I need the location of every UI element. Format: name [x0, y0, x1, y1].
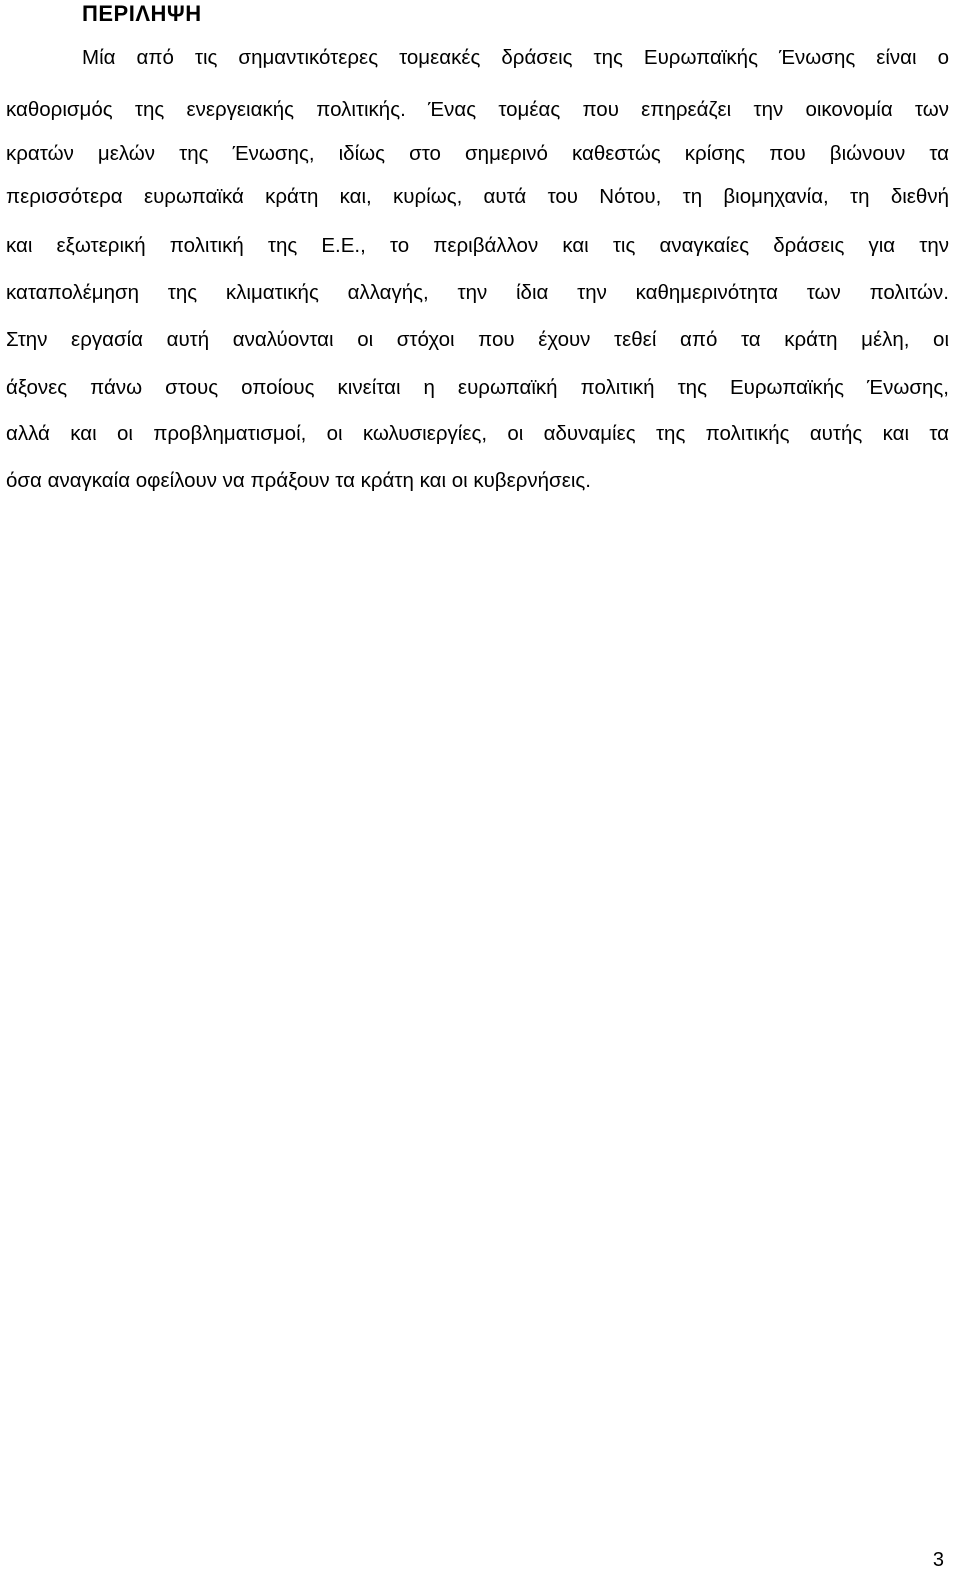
paragraph-line: και εξωτερική πολιτική της Ε.Ε., το περιβάλλον και τις αναγκαίες δράσεις για την	[6, 234, 949, 257]
paragraph-line: περισσότερα ευρωπαϊκά κράτη και, κυρίως, αυτά του Νότου, τη βιομηχανία, τη διεθνή	[6, 185, 949, 208]
paragraph-line: άξονες πάνω στους οποίους κινείται η ευρωπαϊκή πολιτική της Ευρωπαϊκής Ένωσης,	[6, 376, 949, 399]
paragraph-line: καταπολέμηση της κλιματικής αλλαγής, την ίδια την καθημερινότητα των πολιτών.	[6, 281, 949, 304]
paragraph-line: καθορισμός της ενεργειακής πολιτικής. Ένας τομέας που επηρεάζει την οικονομία των	[6, 98, 949, 121]
abstract-heading: ΠΕΡΙΛΗΨΗ	[82, 1, 202, 26]
page-number: 3	[932, 1549, 944, 1571]
paragraph-line: κρατών μελών της Ένωσης, ιδίως στο σημερινό καθεστώς κρίσης που βιώνουν τα	[6, 142, 949, 165]
paragraph-line: αλλά και οι προβληματισμοί, οι κωλυσιεργίες, οι αδυναμίες της πολιτικής αυτής και τα	[6, 422, 949, 445]
paragraph-line: Στην εργασία αυτή αναλύονται οι στόχοι που έχουν τεθεί από τα κράτη μέλη, οι	[6, 328, 949, 351]
paragraph-line: Μία από τις σημαντικότερες τομεακές δράσεις της Ευρωπαϊκής Ένωσης είναι ο	[82, 46, 949, 69]
paragraph-line: όσα αναγκαία οφείλουν να πράξουν τα κράτη και οι κυβερνήσεις.	[6, 469, 591, 492]
